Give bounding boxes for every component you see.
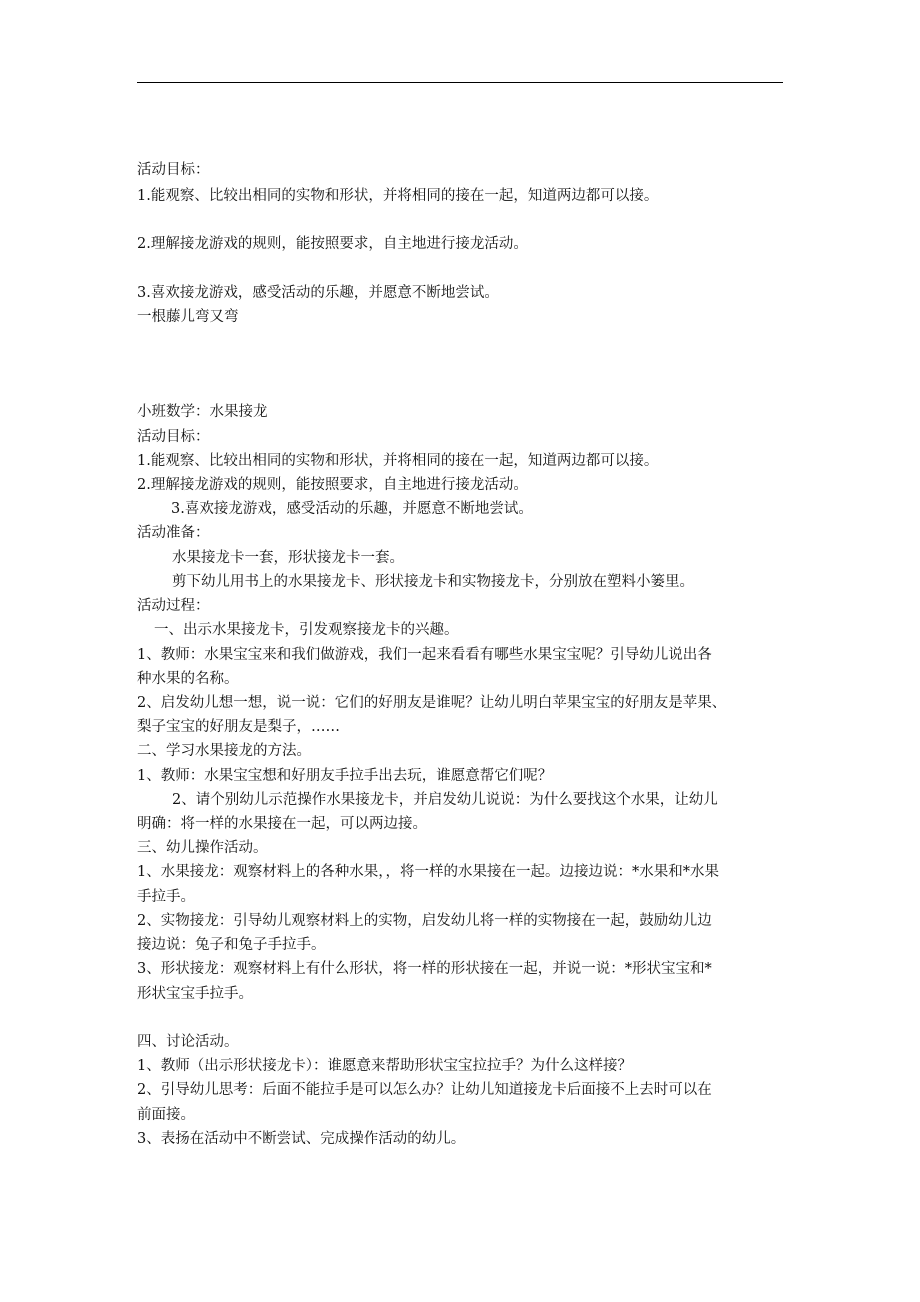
- paragraph-line: 活动过程：: [137, 598, 210, 614]
- header-rule: [137, 82, 783, 83]
- paragraph-line: 2、请个别幼儿示范操作水果接龙卡，并启发幼儿说说：为什么要找这个水果，让幼儿: [172, 792, 718, 808]
- paragraph-line: 二、学习水果接龙的方法。: [137, 743, 311, 759]
- section-title: 小班数学：水果接龙: [137, 404, 268, 420]
- paragraph-line: 剪下幼儿用书上的水果接龙卡、形状接龙卡和实物接龙卡，分别放在塑料小篓里。: [172, 574, 694, 590]
- paragraph-line: 3.喜欢接龙游戏，感受活动的乐趣，并愿意不断地尝试。: [171, 501, 533, 517]
- paragraph-line: 形状宝宝手拉手。: [137, 986, 253, 1002]
- paragraph-line: 1.能观察、比较出相同的实物和形状，并将相同的接在一起，知道两边都可以接。: [137, 453, 659, 469]
- paragraph-line: 1、教师：水果宝宝想和好朋友手拉手出去玩，谁愿意帮它们呢？: [137, 768, 553, 784]
- paragraph-line: 活动目标：: [137, 162, 210, 178]
- paragraph-line: 接边说：兔子和兔子手拉手。: [137, 937, 326, 953]
- paragraph-line: 活动准备：: [137, 525, 210, 541]
- paragraph-line: 2、实物接龙：引导幼儿观察材料上的实物，启发幼儿将一样的实物接在一起，鼓励幼儿边: [137, 913, 712, 929]
- paragraph-line: 手拉手。: [137, 889, 195, 905]
- paragraph-line: 种水果的名称。: [137, 671, 239, 687]
- paragraph-line: 2.理解接龙游戏的规则，能按照要求，自主地进行接龙活动。: [137, 477, 528, 493]
- paragraph-line: 3、表扬在活动中不断尝试、完成操作活动的幼儿。: [137, 1131, 466, 1147]
- paragraph-line: 三、幼儿操作活动。: [137, 840, 268, 856]
- paragraph-line: 前面接。: [137, 1107, 195, 1123]
- paragraph-line: 一、出示水果接龙卡，引发观察接龙卡的兴趣。: [154, 622, 459, 638]
- paragraph-line: 1、教师：水果宝宝来和我们做游戏，我们一起来看看有哪些水果宝宝呢？引导幼儿说出各: [137, 647, 712, 663]
- paragraph-line: 2、引导幼儿思考：后面不能拉手是可以怎么办？让幼儿知道接龙卡后面接不上去时可以在: [137, 1082, 712, 1098]
- paragraph-line: 活动目标：: [137, 429, 210, 445]
- paragraph-line: 一根藤儿弯又弯: [137, 309, 239, 325]
- paragraph-line: 1.能观察、比较出相同的实物和形状，并将相同的接在一起，知道两边都可以接。: [137, 188, 659, 204]
- paragraph-line: 1、教师（出示形状接龙卡）：谁愿意来帮助形状宝宝拉拉手？为什么这样接？: [137, 1058, 632, 1074]
- paragraph-line: 3、形状接龙：观察材料上有什么形状，将一样的形状接在一起，并说一说：*形状宝宝和*: [137, 961, 712, 977]
- paragraph-line: 2.理解接龙游戏的规则，能按照要求，自主地进行接龙活动。: [137, 236, 528, 252]
- paragraph-line: 1、水果接龙：观察材料上的各种水果，，将一样的水果接在一起。边接边说：*水果和*水果: [137, 864, 719, 880]
- paragraph-line: 明确：将一样的水果接在一起，可以两边接。: [137, 816, 427, 832]
- paragraph-line: 2、启发幼儿想一想，说一说：它们的好朋友是谁呢？让幼儿明白苹果宝宝的好朋友是苹果、: [137, 695, 727, 711]
- paragraph-line: 3.喜欢接龙游戏，感受活动的乐趣，并愿意不断地尝试。: [137, 285, 499, 301]
- paragraph-line: 梨子宝宝的好朋友是梨子，……: [137, 719, 340, 735]
- paragraph-line: 四、讨论活动。: [137, 1034, 239, 1050]
- paragraph-line: 水果接龙卡一套，形状接龙卡一套。: [172, 550, 404, 566]
